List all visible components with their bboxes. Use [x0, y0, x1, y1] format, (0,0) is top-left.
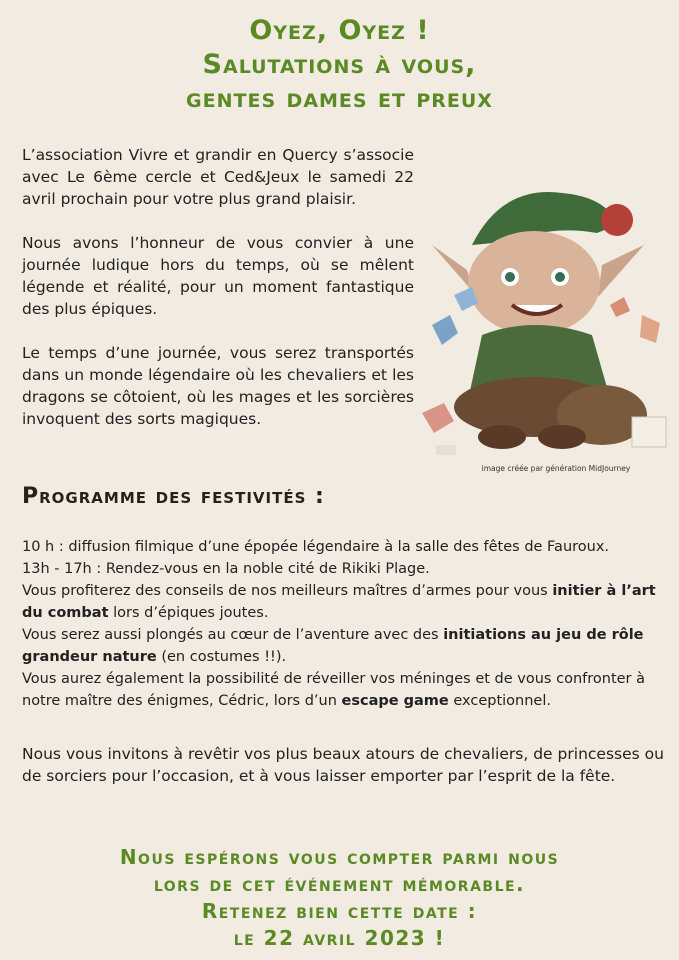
- programme-line-4: [22, 624, 664, 668]
- programme-line-4-end: (en costumes !!).: [156, 649, 287, 665]
- closing-line-4: le 22 avril 2023 !: [233, 926, 446, 950]
- closing-line-3: Retenez bien cette date :: [201, 899, 478, 923]
- programme-rpg-highlight: initiations au jeu de rôle grandeur nature: [22, 627, 644, 665]
- programme-escape-highlight: escape game: [341, 693, 449, 709]
- programme-line-1: 10 h : diffusion filmique d’une épopée légendaire à la salle des fêtes de Fauroux.: [22, 539, 610, 555]
- image-caption: image créée par génération MidJourney: [481, 464, 631, 473]
- invite-paragraph: Nous vous invitons à revêtir vos plus beaux atours de chevaliers, de princesses ou de sorciers pour l’occasion, et à vous laisser emporter par l’esprit de la fête.: [22, 745, 664, 785]
- title-line-3: gentes dames et preux: [186, 83, 493, 114]
- programme-line-2: 13h - 17h : Rendez-vous en la noble cité de Rikiki Plage.: [22, 561, 430, 577]
- programme-title: Programme des festivités :: [22, 484, 325, 509]
- programme-list: [22, 536, 664, 712]
- title-line-2: Salutations à vous,: [202, 49, 477, 80]
- intro-paragraph-2: Nous avons l’honneur de vous convier à une journée ludique hors du temps, où se mêlent légende et réalité, pour un moment fantastique des plus épiques.: [22, 234, 414, 318]
- intro-paragraph-3: Le temps d’une journée, vous serez transportés dans un monde légendaire où les chevaliers et les dragons se côtoient, où les mages et les sorcières invoquent des sorts magiques.: [22, 344, 414, 428]
- intro-text: [22, 144, 414, 452]
- intro-paragraph-1: L’association Vivre et grandir en Quercy s’associe avec Le 6ème cercle et Ced&Jeux le samedi 22 avril prochain pour votre plus grand plaisir.: [22, 146, 414, 208]
- programme-line-3-text: Vous profiterez des conseils de nos meilleurs maîtres d’armes pour vous: [22, 583, 553, 599]
- programme-line-5: [22, 668, 664, 712]
- title-line-1: Oyez, Oyez !: [249, 15, 430, 46]
- programme-combat-highlight: initier à l’art du combat: [22, 583, 656, 621]
- programme-line-5-end: exceptionnel.: [448, 693, 551, 709]
- page-title: [0, 14, 679, 116]
- programme-line-3-end: lors d’épiques joutes.: [108, 605, 269, 621]
- programme-line-3: [22, 580, 664, 624]
- elf-illustration: [412, 175, 672, 465]
- programme-line-5-text: Vous aurez également la possibilité de réveiller vos méninges et de vous confronter à notre maître des énigmes, Cédric, lors d’un: [22, 671, 646, 709]
- closing-line-1: Nous espérons vous compter parmi nous: [119, 845, 560, 869]
- closing-line-2: lors de cet événement mémorable.: [153, 872, 526, 896]
- closing-message: [0, 844, 679, 952]
- programme-line-4-text: Vous serez aussi plongés au cœur de l’aventure avec des: [22, 627, 444, 643]
